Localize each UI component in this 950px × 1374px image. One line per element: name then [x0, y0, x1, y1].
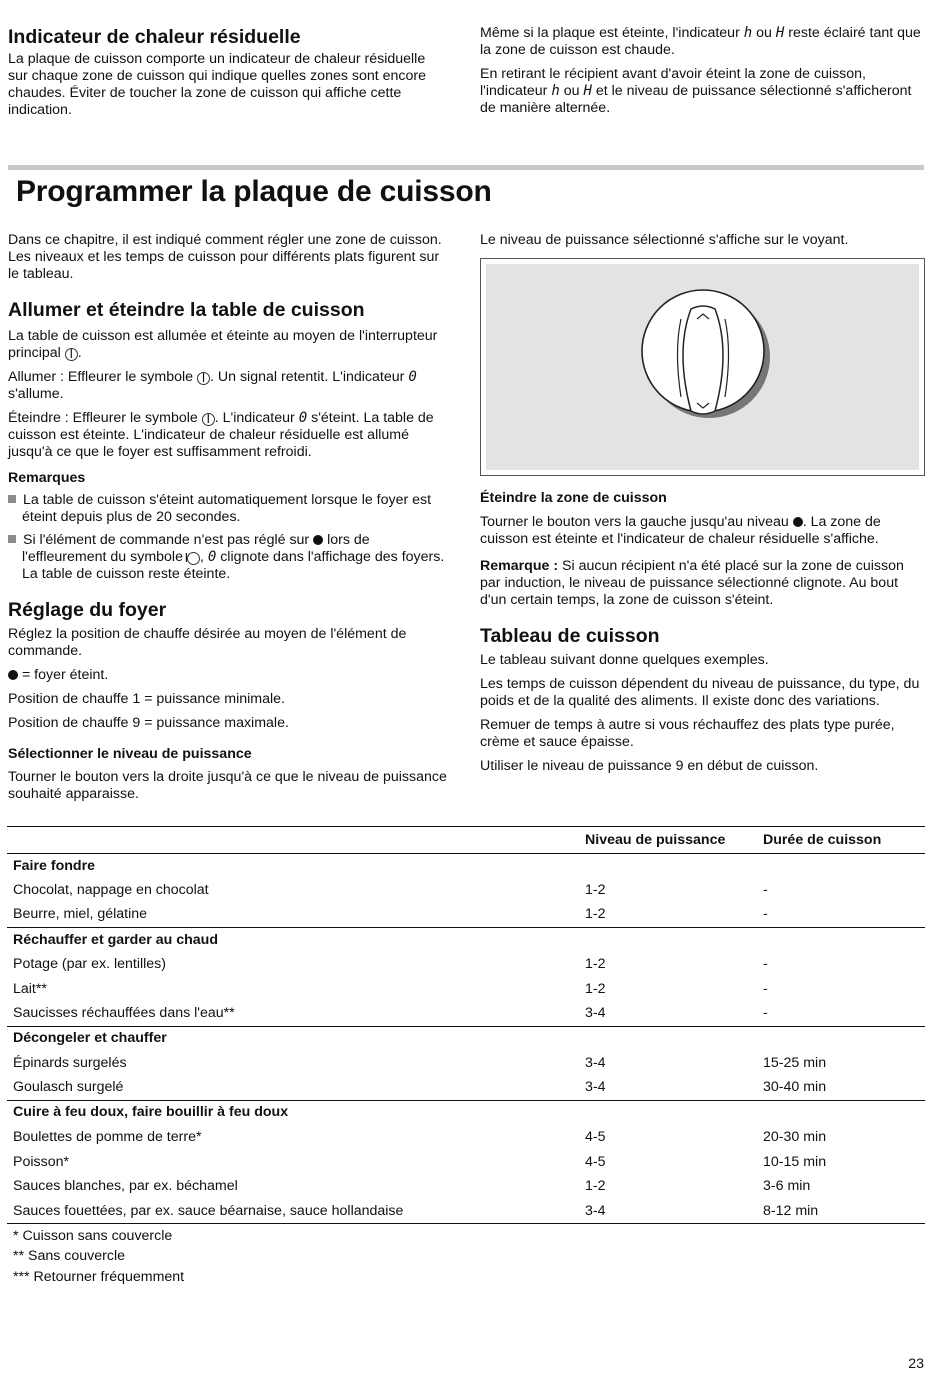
table-row: Poisson* 4-5 10-15 min	[13, 1153, 827, 1170]
foyer-text-2: = foyer éteint.	[8, 667, 453, 684]
knob-illustration	[480, 258, 925, 476]
table-group-row: Faire fondre	[13, 857, 95, 874]
residual-heat-title: Indicateur de chaleur résiduelle	[8, 26, 301, 48]
indicator-H-symbol: H	[583, 83, 592, 99]
foyer-text-1: Réglez la position de chauffe désirée au moyen de l'élément de commande.	[8, 626, 407, 659]
table-row: Goulasch surgelé 3-4 30-40 min	[13, 1079, 827, 1096]
control-knob-icon	[481, 259, 926, 477]
power-icon: I	[187, 552, 200, 565]
onoff-title: Allumer et éteindre la table de cuisson	[8, 299, 365, 321]
off-dot-icon	[8, 670, 18, 680]
table-row: Boulettes de pomme de terre* 4-5 20-30 min	[13, 1128, 827, 1145]
cooking-table-text-3: Remuer de temps à autre si vous réchauffez des plats type purée, crème et sauce épaisse.	[480, 717, 895, 750]
right-column-lower	[480, 490, 925, 782]
table-row: Épinards surgelés 3-4 15-25 min	[13, 1054, 827, 1071]
remark-item: Si l'élément de commande n'est pas réglé sur lors de l'effleurement du symbole I , 0 clignote dans l'affichage des foyers. La table de cuisson reste éteinte.	[8, 532, 453, 583]
residual-heat-text: La plaque de cuisson comporte un indicateur de chaleur résiduelle sur chaque zone de cuisson qui indique quelles zones sont encore chaudes. Éviter de toucher la zone de cuisson qui affiche cette indication.	[8, 51, 427, 118]
chapter-title: Programmer la plaque de cuisson	[16, 175, 492, 208]
cooking-table-text-4: Utiliser le niveau de puissance 9 en début de cuisson.	[480, 758, 819, 774]
table-footnotes	[13, 1226, 184, 1287]
residual-heat-note-2: En retirant le récipient avant d'avoir éteint la zone de cuisson, l'indicateur h ou H et le niveau de puissance sélectionné s'afficheront de manière alternée.	[480, 66, 912, 116]
table-row: Chocolat, nappage en chocolat 1-2 -	[13, 882, 768, 899]
indicator-h-symbol: h	[743, 25, 753, 41]
power-icon: I	[65, 348, 78, 361]
off-dot-icon	[313, 535, 323, 545]
indicator-zero-symbol: 0	[298, 410, 308, 426]
cooking-table	[7, 826, 925, 1224]
off-dot-icon	[793, 517, 803, 527]
table-header: Niveau de puissance	[579, 827, 757, 854]
footnote: *** Retourner fréquemment	[13, 1268, 185, 1285]
cooking-table-text-2: Les temps de cuisson dépendent du niveau de puissance, du type, du poids et de la qualité des aliments. Il existe donc des variations.	[480, 676, 920, 709]
footnote: ** Sans couvercle	[13, 1248, 125, 1265]
foyer-title: Réglage du foyer	[8, 599, 167, 621]
table-header	[7, 827, 579, 854]
voyant-text: Le niveau de puissance sélectionné s'affiche sur le voyant.	[480, 232, 849, 248]
off-zone-text: Tourner le bouton vers la gauche jusqu'au niveau . La zone de cuisson est éteinte et l'indicateur de chaleur résiduelle s'affiche.	[480, 514, 881, 547]
table-row: Sauces blanches, par ex. béchamel 1-2 3-6 min	[13, 1178, 811, 1195]
remark-item: La table de cuisson s'éteint automatiquement lorsque le foyer est éteint depuis plus de 20 secondes.	[8, 492, 453, 526]
onoff-text-3: Éteindre : Effleurer le symbole I . L'indicateur 0 s'éteint. La table de cuisson est éteinte. L'indicateur de chaleur résiduelle est allumé jusqu'à ce que le foyer est suffisamment refroidi.	[8, 410, 434, 460]
power-icon: I	[197, 372, 210, 385]
cooking-table-title: Tableau de cuisson	[480, 625, 660, 647]
page-number: 23	[908, 1356, 924, 1372]
off-zone-title: Éteindre la zone de cuisson	[480, 490, 667, 506]
foyer-text-3: Position de chauffe 1 = puissance minimale.	[8, 691, 285, 707]
table-row: Saucisses réchauffées dans l'eau** 3-4 -	[13, 1005, 768, 1022]
onoff-text-2: Allumer : Effleurer le symbole I . Un signal retentit. L'indicateur 0 s'allume.	[8, 369, 417, 402]
onoff-text-1: La table de cuisson est allumée et éteinte au moyen de l'interrupteur principal I .	[8, 328, 438, 361]
indicator-zero-symbol: 0	[207, 549, 217, 565]
table-header-row	[7, 827, 925, 854]
indicator-H-symbol: H	[775, 25, 785, 41]
table-row: Potage (par ex. lentilles) 1-2 -	[13, 956, 768, 973]
table-row: Lait** 1-2 -	[13, 980, 768, 997]
residual-heat-note-1: Même si la plaque est éteinte, l'indicateur h ou H reste éclairé tant que la zone de cuisson est chaude.	[480, 25, 921, 58]
table-group-row: Cuire à feu doux, faire bouillir à feu doux	[7, 1100, 925, 1125]
indicator-h-symbol: h	[551, 83, 560, 99]
footnote: * Cuisson sans couvercle	[13, 1228, 173, 1244]
cooking-table-text-1: Le tableau suivant donne quelques exemples.	[480, 652, 769, 668]
remarks-title: Remarques	[8, 470, 86, 486]
chapter-intro: Dans ce chapitre, il est indiqué comment régler une zone de cuisson. Les niveaux et les temps de cuisson pour différents plats figurent sur le tableau.	[8, 232, 442, 282]
square-bullet-icon	[8, 495, 16, 503]
select-level-text: Tourner le bouton vers la droite jusqu'à ce que le niveau de puissance souhaité apparaisse.	[8, 769, 447, 802]
square-bullet-icon	[8, 535, 16, 543]
table-row: Sauces fouettées, par ex. sauce béarnaise, sauce hollandaise 3-4 8-12 min	[7, 1199, 925, 1224]
indicator-zero-symbol: 0	[408, 369, 417, 385]
table-header: Durée de cuisson	[757, 827, 925, 854]
residual-heat-notes	[480, 25, 925, 124]
power-icon: I	[202, 413, 215, 426]
remark-text: Remarque : Si aucun récipient n'a été placé sur la zone de cuisson par induction, le niveau de puissance sélectionné clignote. Au bout d'un certain temps, la zone de cuisson s'éteint.	[480, 558, 904, 608]
foyer-text-4: Position de chauffe 9 = puissance maximale.	[8, 715, 289, 731]
left-column	[8, 232, 453, 810]
table-row: Beurre, miel, gélatine 1-2 -	[13, 906, 768, 923]
residual-heat-section	[8, 26, 448, 126]
table-group-row: Réchauffer et garder au chaud	[7, 928, 925, 953]
table-group-row: Décongeler et chauffer	[7, 1026, 925, 1051]
select-level-title: Sélectionner le niveau de puissance	[8, 746, 252, 762]
chapter-divider	[8, 165, 924, 170]
right-column	[480, 232, 925, 256]
